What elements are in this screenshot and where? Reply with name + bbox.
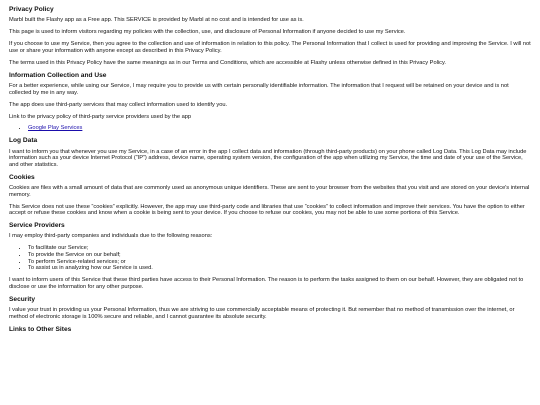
log-data-heading: Log Data <box>9 137 38 145</box>
page-title: Privacy Policy <box>9 6 54 13</box>
intro-paragraph-2: This page is used to inform visitors regarding my policies with the collection, use, and disclosure of Personal Information if anyone decided to use my Service. <box>9 29 406 36</box>
cookies-paragraph-1: Cookies are files with a small amount of data that are commonly used as anonymous unique identifiers. These are sent to your browser from the websites that you visit and are stored on your device's internal memory. <box>9 185 530 198</box>
list-item: • To facilitate our Service; <box>28 245 531 252</box>
service-reasons-list <box>9 245 531 271</box>
intro-paragraph-4: The terms used in this Privacy Policy have the same meanings as in our Terms and Conditions, which are accessible at Flashy unless otherwise defined in this Privacy Policy. <box>9 59 446 66</box>
service-providers-lead: I may employ third-party companies and individuals due to the following reasons: <box>9 233 213 240</box>
links-other-sites-heading: Links to Other Sites <box>9 325 72 332</box>
intro-paragraph-1: Marbl built the Flashy app as a Free app. This SERVICE is provided by Marbl at no cost and is intended for use as is. <box>9 17 304 24</box>
intro-paragraph-3: If you choose to use my Service, then you agree to the collection and use of information in relation to this policy. The Personal Information that I collect is used for providing and improving the Service. I will not use or share your information with anyone except as described in this Privacy Policy. <box>9 41 531 54</box>
service-providers-heading: Service Providers <box>9 222 65 230</box>
cookies-heading: Cookies <box>9 173 35 181</box>
list-item: • To assist us in analyzing how our Service is used. <box>28 265 531 272</box>
cookies-paragraph-2: This Service does not use these “cookies” explicitly. However, the app may use third-party code and libraries that use “cookies” to collect information and improve their services. You have the option to either accept or refuse these cookies and know when a cookie is being sent to your device. If you choose to refuse our cookies, you may not be able to use some portions of this Service. <box>9 203 525 217</box>
security-paragraph: I value your trust in providing us your Personal Information, thus we are striving to use commercially acceptable means of protecting it. But remember that no method of transmission over the internet, or method of electronic storage is 100% secure and reliable, and I cannot guarantee its absolute security. <box>9 306 515 320</box>
log-data-paragraph: I want to inform you that whenever you use my Service, in a case of an error in the app I collect data and information (through third-party products) on your phone called Log Data. This Log Data may include information such as your device Internet Protocol (“IP”) address, device name, operating system version, the configuration of the app when utilizing my Service, the time and date of your use of the Service, and other statistics. <box>9 148 527 168</box>
third-party-links-list <box>9 125 531 132</box>
list-item: • To provide the Service on our behalf; <box>28 252 531 259</box>
info-collection-paragraph-3: Link to the privacy policy of third-party service providers used by the app <box>9 113 192 120</box>
list-item: • To perform Service-related services; or <box>28 259 531 266</box>
info-collection-paragraph-1: For a better experience, while using our Service, I may require you to provide us with certain personally identifiable information. The information that I request will be retained on your device and is not collected by me in any way. <box>9 82 509 96</box>
security-heading: Security <box>9 295 36 303</box>
list-item <box>28 125 531 132</box>
info-collection-paragraph-2: The app does use third-party services that may collect information used to identify you. <box>9 101 228 108</box>
service-providers-closing: I want to inform users of this Service that these third parties have access to their Personal Information. The reason is to perform the tasks assigned to them on our behalf. However, they are obligated not to disclose or use the information for any other purpose. <box>9 277 524 290</box>
google-play-services-link[interactable]: Google Play Services <box>28 125 83 132</box>
info-collection-heading: Information Collection and Use <box>9 71 107 79</box>
